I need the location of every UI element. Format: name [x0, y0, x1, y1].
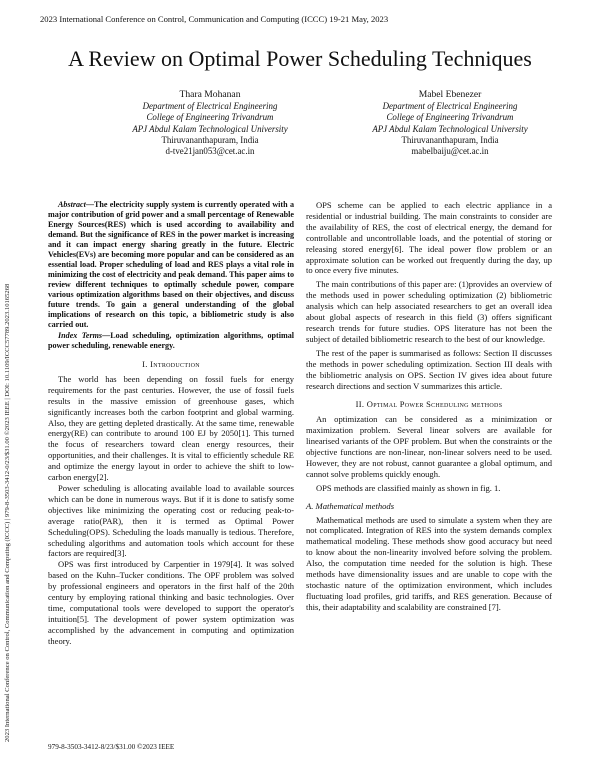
abstract	[48, 200, 294, 330]
author-college: College of Engineering Trivandrum	[146, 112, 274, 123]
paper-title: A Review on Optimal Power Scheduling Techniques	[68, 46, 532, 71]
paragraph: The world has been depending on fossil fuels for energy requirements for the past centuries. However, the use of fossil fuels results in the massive emission of greenhouse gases, which significantly increases both the carbon footprint and global warming. Also, they are getting depleted drastically. At the same time, renewable energy(RE) can contribute to around 100 EJ by 2050[1]. This turned the focus of researchers toward clean energy resources, their opportunities, and their challenges. It is vital to efficiently schedule RE and optimize the energy layout in order to achieve the shift to low-carbon energy[2].	[48, 373, 294, 483]
author-name: Mabel Ebenezer	[418, 89, 482, 100]
paragraph: The rest of the paper is summarised as follows: Section II discusses the methods in power scheduling optimization. Section III deals with the bibliometric analysis on OPS. Section IV gives idea about future research directions and section V summarizes this article.	[306, 347, 552, 391]
paragraph: OPS methods are classified mainly as shown in fig. 1.	[316, 482, 501, 493]
paragraph: An optimization can be considered as a minimization or maximization problem. Several linear solvers are available for linearised variants of the OPF problem. But when the constraints or the objective functions are non-linear, non-linear solvers need to be used. However, they are not robust, cannot guarantee a global optimum, and cannot solve problems quickly enough.	[306, 414, 552, 479]
paragraph: The main contributions of this paper are: (1)provides an overview of the methods used in power scheduling optimization (2) bibliometric analysis which can help associated researchers to get an overall idea about global aspects of research in this field (3) offers significant research trends for future studies. OPS literature has not been the subject of detailed bibliometric research to the best of our knowledge.	[306, 279, 552, 344]
author-name: Thara Mohanan	[179, 89, 241, 100]
author-city: Thiruvananthapuram, India	[401, 134, 499, 145]
abstract-lead: Abstract	[58, 200, 86, 209]
paragraph: Power scheduling is allocating available load to available sources which can be done in numerous ways. But if it is done to satisfy some objectives like minimizing the operating cost or reducing peak-to-average ratio(PAR), then it is termed as Optimal Power Scheduling(OPS). Scheduling the loads manually is tedious. Therefore, scheduling algorithms and automation tools which account for these factors are required[3].	[48, 482, 294, 559]
author-city: Thiruvananthapuram, India	[161, 134, 259, 145]
author-college: College of Engineering Trivandrum	[386, 112, 514, 123]
left-column	[48, 200, 294, 647]
author-department: Department of Electrical Engineering	[142, 101, 278, 111]
author-department: Department of Electrical Engineering	[382, 101, 518, 111]
paragraph: Mathematical methods are used to simulate a system when they are not complicated. Integration of RES into the system demands complex mathematical modeling. These methods show good accuracy but need to know about the non-linearity involved before solving the problem. Also, the computation time needed for the solution is high. These methods have dimensionality issues and are unable to cope with the stochastic nature of the optimization environment, which includes fluctuating load profiles, grid tariffs, and RES generation. Because of this, their adaptability and scalability are constrained [7].	[306, 514, 552, 612]
author-1	[90, 89, 330, 157]
subsection-heading-mathematical-methods: A. Mathematical methods	[306, 500, 395, 511]
section-heading-introduction: I. Introduction	[142, 359, 200, 369]
paragraph: OPS was first introduced by Carpentier in 1979[4]. It was solved based on the Kuhn–Tucker conditions. The OPF problem was solved by professional engineers and operators in the first half of the 20th century by employing rational thinking and basic technologies. Over time, computational tools were developed to support the operator's intuition[5]. The development of power system optimization was accomplished by the advancement in computing and optimization theory.	[48, 559, 294, 646]
author-block	[60, 89, 580, 169]
author-university: APJ Abdul Kalam Technological University	[372, 123, 528, 134]
index-terms	[48, 331, 294, 351]
section-heading-ops-methods: II. Optimal Power Scheduling methods	[355, 399, 503, 410]
index-terms-lead: Index Terms	[58, 331, 103, 340]
author-email[interactable]: d-tve21jan053@cet.ac.in	[165, 146, 255, 157]
index-terms-text: —Load scheduling, optimization algorithms, optimal power scheduling, renewable energy.	[48, 331, 295, 350]
copyright-footer: 979-8-3503-3412-8/23/$31.00 ©2023 IEEE	[48, 743, 175, 751]
author-email[interactable]: mabelbaiju@cet.ac.in	[411, 146, 489, 157]
conference-header: 2023 International Conference on Control, Communication and Computing (ICCC) 19-21 May, 2023	[40, 14, 389, 24]
right-column	[306, 200, 552, 613]
author-2	[330, 89, 570, 157]
doi-side-strip: 2023 International Conference on Control, Communication and Computing (ICCC) | 979-8-3503-3412-0/23/$31.00 ©2023 IEEE | DOI: 10.1109/ICCC57789.2023.10165268	[4, 283, 11, 742]
author-university: APJ Abdul Kalam Technological University	[132, 123, 288, 134]
abstract-text: —The electricity supply system is currently operated with a major contribution of grid power and a small percentage of Renewable Energy Sources(RES) which is used according to availability and demand. But the significance of RES in the power market is increasing and it can impact energy sharing greatly in the future. Electric Vehicles(EVs) are becoming more popular and can be considered as an essential load. Proper scheduling of load and RES plays a vital role in minimizing the cost of electricity and peak demand. This paper aims to review different techniques to optimally schedule power, compare various optimization algorithms based on their objectives, and discuss future trends. To gain a general understanding of the global implications of research on this topic, a bibliometric study is also carried out.	[48, 200, 294, 329]
paragraph: OPS scheme can be applied to each electric appliance in a residential or industrial building. The main constraints to consider are the availability of RES, the cost of electrical energy, the demand for controllable and uncontrollable loads, and the potential of storing or releasing stored energy[6]. The ideal power flow problem or an approximate solution can be worked out frequently during the day, up to once every five minutes.	[306, 200, 552, 276]
